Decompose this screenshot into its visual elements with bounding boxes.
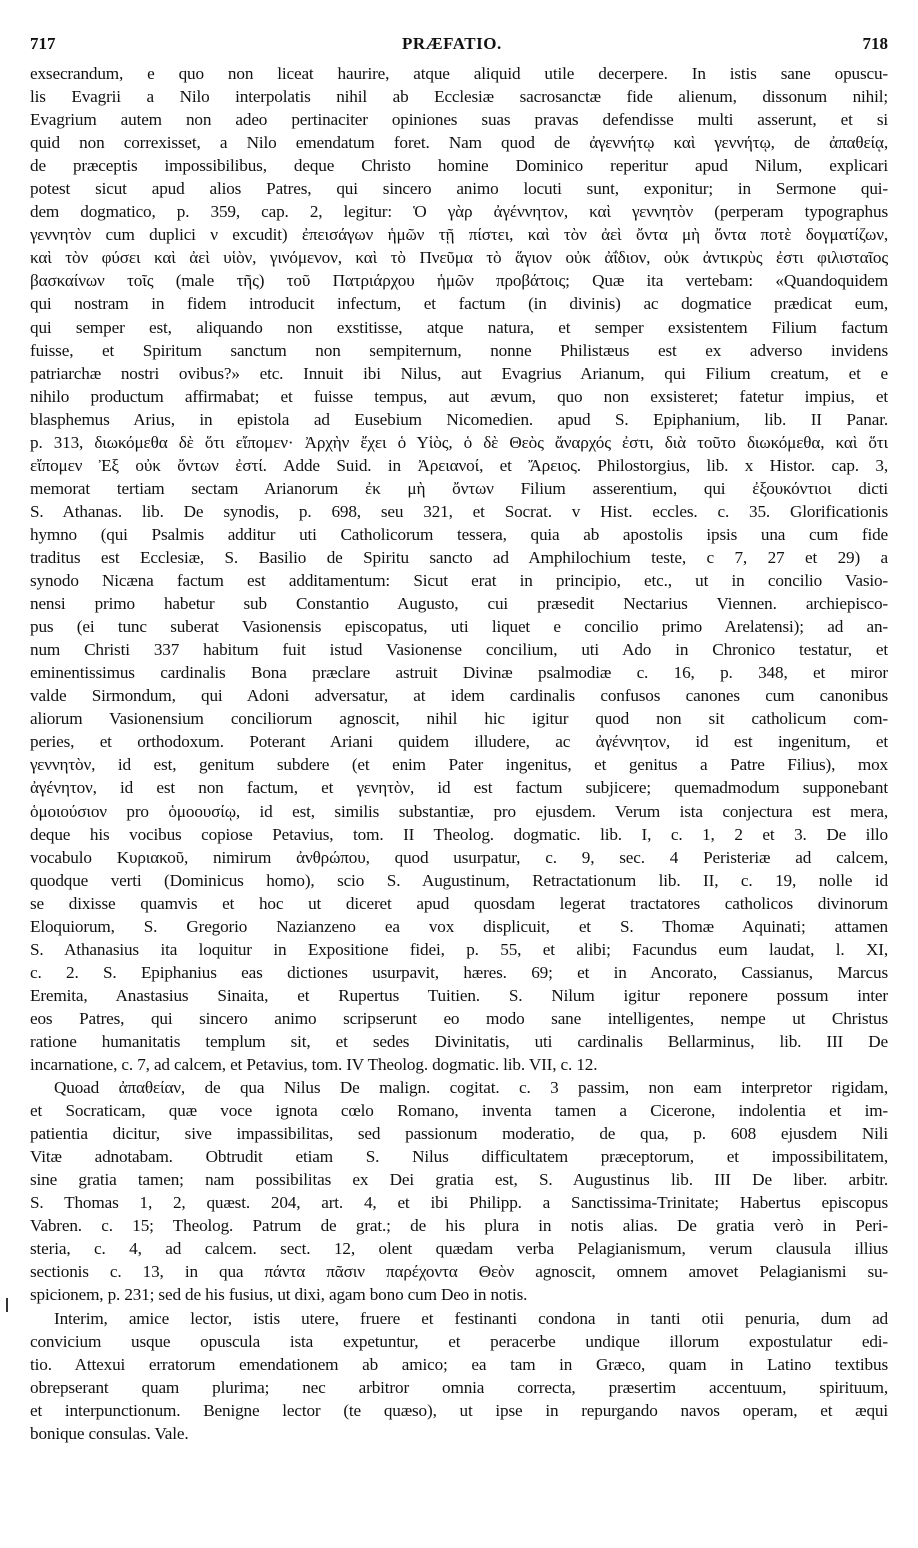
text-line: nensi primo habetur sub Constantio Augusto, cui præsedit Nectarius Viennen. archiepisco- xyxy=(30,594,888,614)
text-line: deque his vocibus copiose Petavius, tom. II Theolog. dogmatic. lib. I, c. 1, 2 et 3. De illo xyxy=(30,824,888,844)
text-line: eminentissimus cardinalis Bona præclare astruit Divinæ psalmodiæ c. 16, p. 348, et miror xyxy=(30,663,888,683)
text-line: patriarchæ nostri ovibus?» etc. Innuit ibi Nilus, aut Evagrius Arianum, qui Filium creatum, et e xyxy=(30,363,888,383)
text-line: lis Evagrii a Nilo interpolatis nihil ab Ecclesiæ sacrosanctæ fide alienum, dissonum nihil; xyxy=(30,87,888,107)
text-line: Eloquiorum, S. Gregorio Nazianzeno ea vox displicuit, et S. Thomæ Aquinati; attamen xyxy=(30,916,888,936)
text-line: aliorum Vasionensium conciliorum agnoscit, nihil hic igitur quod non sit catholicum com- xyxy=(30,709,888,729)
text-line: quid non correxisset, a Nilo emendatum foret. Nam quod de ἀγεννήτῳ καὶ γεννήτῳ, de ἀπαθείᾳ, xyxy=(30,133,888,153)
text-line: Vabren. c. 15; Theolog. Patrum de grat.; de his plura in notis alias. De gratia verò in Peri- xyxy=(30,1216,888,1236)
text-line: se dixisse quamvis et hoc ut diceret apud quosdam legerat tractatores catholicos divinorum xyxy=(30,893,888,913)
text-line: qui semper est, aliquando non exstitisse, atque natura, et semper exsistentem Filium factum xyxy=(30,317,888,337)
text-line: Interim, amice lector, istis utere, fruere et festinanti condona in tanti otii penuria, dum ad xyxy=(54,1308,888,1328)
text-line: καὶ τὸν φύσει καὶ ἀεὶ υἱὸν, γινόμενον, καὶ τὸ Πνεῦμα τὸ ἅγιον οὐκ ἀΐδιον, οὐκ ἀντικρὺς ἐστι φιλισταῖος xyxy=(30,248,888,268)
text-line: ratione humanitatis templum sit, et sedes Divinitatis, uti cardinalis Bellarminus, lib. III De xyxy=(30,1031,888,1051)
text-line: hymno (qui Psalmis additur uti Catholicorum tessera, quia ab apostolis ipsis una cum fide xyxy=(30,524,888,544)
running-header xyxy=(30,30,888,56)
text-line: Quoad ἀπαθείαν, de qua Nilus De malign. cogitat. c. 3 passim, non eam interpretor rigidam, xyxy=(54,1078,888,1098)
text-line: βασκαίνων τοῖς (male τῆς) τοῦ Πατριάρχου ἡμῶν προβάτοις; Quæ ita vertebam: «Quandoquidem xyxy=(30,271,888,291)
text-line: S. Athanas. lib. De synodis, p. 698, seu 321, et Socrat. v Hist. eccles. c. 35. Glorificationis xyxy=(30,501,888,521)
paragraph xyxy=(30,62,888,1076)
text-line: γεννητὸν, id est, genitum subdere (et enim Pater ingenitus, et genitus a Patre Filius), mox xyxy=(30,755,888,775)
text-line: incarnatione, c. 7, ad calcem, et Petavius, tom. IV Theolog. dogmatic. lib. VII, c. 12. xyxy=(30,1055,598,1075)
text-line: num Christi 337 habitum fuit istud Vasionense concilium, uti Ado in Chronico testatur, et xyxy=(30,640,888,660)
text-line: potest sicut apud alios Patres, qui sincero animo locuti sunt, exponitur; in Sermone qui- xyxy=(30,179,888,199)
text-line: traditus est Ecclesiæ, S. Basilio de Spiritu sancto ad Amphilochium teste, c 7, 27 et 29) a xyxy=(30,547,888,567)
paragraph xyxy=(30,1307,888,1445)
text-line: exsecrandum, e quo non liceat haurire, atque aliquid utile decerpere. In istis sane opuscu- xyxy=(30,64,888,83)
text-line: peries, et orthodoxum. Poterant Ariani quidem illudere, ac ἀγέννητον, id est ingenitum, et xyxy=(30,732,888,752)
text-line: fuisse, et Spiritum sanctum non sempiternum, nonne Philistæus est ex adverso invidens xyxy=(30,340,888,360)
text-line: et Socraticam, quæ voce ignota cœlo Romano, inventa tamen a Cicerone, indolentia et im- xyxy=(30,1101,888,1121)
text-line: de præceptis impossibilibus, deque Christo homine Dominico reperitur apud Nilum, explicari xyxy=(30,156,888,176)
text-line: S. Athanasius ita loquitur in Expositione fidei, p. 55, et alibi; Facundus eum laudat, l. XI, xyxy=(30,939,888,959)
text-line: valde Sirmondum, qui Adoni adversatur, at idem cardinalis confusos canones cum canonibus xyxy=(30,686,888,706)
text-line: obrepserant quam plurima; nec arbitror omnia correcta, præsertim accentuum, spirituum, xyxy=(30,1377,888,1397)
text-line: convicium usque opuscula ista expetuntur, et peracerbe undique illorum expostulatur edi- xyxy=(30,1331,888,1351)
text-line: Vitæ adnotabam. Obtrudit etiam S. Nilus difficultatem præceptorum, et impossibilitatem, xyxy=(30,1147,888,1167)
paragraph xyxy=(30,1076,888,1306)
text-line: patientia dicitur, sive impassibilitas, sed passionum moderatio, de qua, p. 608 ejusdem Nili xyxy=(30,1124,888,1144)
text-line: S. Thomas 1, 2, quæst. 204, art. 4, et ibi Philipp. a Sanctissima-Trinitate; Habertus episcopus xyxy=(30,1193,888,1213)
text-line: qui nostram in fidem introducit infectum, et factum (in divinis) ac dogmatice prædicat eum, xyxy=(30,294,888,314)
document-page xyxy=(30,30,888,1445)
text-line: bonique consulas. Vale. xyxy=(30,1423,189,1443)
left-page-number: 717 xyxy=(30,34,56,53)
right-page-number: 718 xyxy=(862,34,888,53)
text-line: eos Patres, qui sincero animo scripserunt eo modo sane intelligentes, nempe ut Christus xyxy=(30,1008,888,1028)
text-line: synodo Nicæna factum est additamentum: Sicut erat in principio, etc., ut in concilio Vasio- xyxy=(30,571,888,591)
text-line: et interpunctionum. Benigne lector (te quæso), ut ipse in repurgando navos operam, et æqui xyxy=(30,1400,888,1420)
text-line: c. 2. S. Epiphanius eas dictiones usurpavit, hæres. 69; et in Ancorato, Cassianus, Marcus xyxy=(30,962,888,982)
text-line: ἀγένητον, id est non factum, et γενητὸν, id est factum subjicere; quemadmodum supponebant xyxy=(30,778,888,798)
running-title: PRÆFATIO. xyxy=(402,34,502,53)
text-line: Evagrium autem non adeo pertinaciter opiniones suas pravas defendisse multi asserunt, et si xyxy=(30,110,888,130)
text-line: nihilo productum affirmabat; et fuisse tempus, aut ævum, quo non exsisteret; fatetur impius, et xyxy=(30,386,888,406)
text-line: quodque verti (Dominicus homo), scio S. Augustinum, Retractationum lib. II, c. 19, nolle id xyxy=(30,870,888,890)
text-line: memorat tertiam sectam Arianorum ἐκ μὴ ὄντων Filium asserentium, qui ἐξουκόντιοι dicti xyxy=(30,478,888,498)
text-line: γεννητὸν cum duplici ν excudit) ἐπεισάγων ἡμῶν τῇ πίστει, καὶ τὸν ἀεὶ ὄντα μὴ ὄντα ποτὲ δογματίζων, xyxy=(30,225,888,245)
text-line: dem dogmatico, p. 359, cap. 2, legitur: Ὁ γὰρ ἀγέννητον, καὶ γεννητὸν (perperam typographus xyxy=(30,202,888,222)
text-line: spicionem, p. 231; sed de his fusius, ut dixi, agam bono cum Deo in notis. xyxy=(30,1285,528,1305)
text-line: sectionis c. 13, in qua πάντα πᾶσιν παρέχοντα Θεὸν agnoscit, omnem amovet Pelagianismi su- xyxy=(30,1262,888,1282)
text-line: εἴπομεν Ἐξ οὐκ ὄντων ἐστί. Adde Suid. in Ἀρειανοί, et Ἄρειος. Philostorgius, lib. x Histor. cap. 3, xyxy=(30,455,888,475)
text-line: vocabulo Κυριακοῦ, nimirum ἀνθρώπου, quod usurpatur, c. 9, sec. 4 Peristeriæ ad calcem, xyxy=(30,847,888,867)
text-line: p. 313, διωκόμεθα δὲ ὅτι εἴπομεν· Ἀρχὴν ἔχει ὁ Υἱὸς, ὁ δὲ Θεὸς ἄναρχός ἐστι, διὰ τοῦτο διωκόμεθα, καὶ ὅτι xyxy=(30,432,888,452)
text-line: Eremita, Anastasius Sinaita, et Rupertus Tuitien. S. Nilum igitur reponere possum inter xyxy=(30,985,888,1005)
text-line: tio. Attexui erratorum emendationem ab amico; ea tam in Græco, quam in Latino textibus xyxy=(30,1354,888,1374)
text-line: sine gratia tamen; nam possibilitas ex Dei gratia est, S. Augustinus lib. III De liber. arbitr. xyxy=(30,1170,888,1190)
text-line: ὁμοιούσιον pro ὁμοουσίῳ, id est, similis substantiæ, pro ejusdem. Verum ista conjectura est mera, xyxy=(30,801,888,821)
margin-mark xyxy=(6,1298,8,1312)
text-line: pus (ei tunc suberat Vasionensis episcopatus, uti liquet e concilio primo Arelatensi); ad an- xyxy=(30,617,888,637)
body-text xyxy=(30,62,888,1445)
text-line: blasphemus Arius, in epistola ad Eusebium Nicomedien. apud S. Epiphanium, lib. II Panar. xyxy=(30,409,888,429)
text-line: steria, c. 4, ad calcem. sect. 12, olent quædam verba Pelagianismum, verum clausula illius xyxy=(30,1239,888,1259)
